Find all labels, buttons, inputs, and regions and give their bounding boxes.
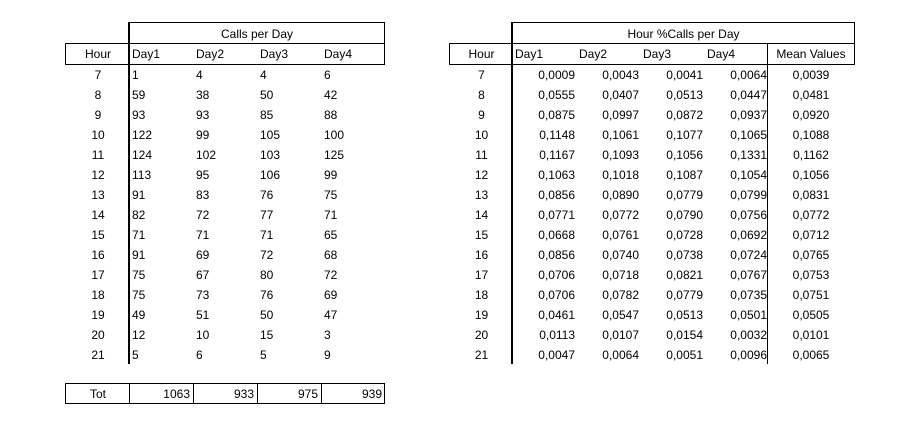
left-cell-day4: 69 [324, 288, 338, 302]
left-cell-hour: 20 [91, 328, 105, 342]
left-cell-day2: 38 [196, 88, 210, 102]
right-cell-day4: 0,0501 [730, 308, 767, 322]
calls-per-day-title: Calls per Day [220, 27, 294, 41]
right-cell-day4: 0,0724 [730, 248, 767, 262]
right-header-day2: Day2 [579, 47, 608, 61]
right-cell-day4: 0,1065 [730, 128, 767, 142]
left-cell-day4: 88 [324, 108, 338, 122]
right-cell-mean: 0,0712 [792, 228, 830, 242]
right-title-right-border [854, 22, 855, 44]
right-cell-day3: 0,0051 [666, 348, 703, 362]
left-cell-hour: 13 [91, 188, 105, 202]
left-total-border-f [384, 383, 385, 404]
right-cell-hour: 17 [474, 268, 489, 282]
left-total-label: Tot [89, 387, 106, 401]
left-total-border-a [65, 383, 66, 404]
right-cell-day3: 0,1087 [666, 168, 703, 182]
left-cell-hour: 10 [91, 128, 105, 142]
left-header-day2: Day2 [196, 47, 225, 61]
left-title-right-border [384, 22, 385, 44]
right-header-mean-values: Mean Values [776, 47, 846, 61]
right-cell-day2: 0,1018 [602, 168, 639, 182]
left-cell-hour: 7 [94, 68, 102, 82]
left-cell-day2: 102 [196, 148, 217, 162]
left-cell-day4: 72 [324, 268, 338, 282]
left-total-day2: 933 [233, 387, 254, 401]
left-header-left-border [65, 43, 66, 65]
left-total-bottom-border [65, 403, 385, 404]
right-cell-day4: 0,0756 [730, 208, 767, 222]
right-cell-hour: 7 [478, 68, 485, 82]
hour-percent-calls-title: Hour %Calls per Day [627, 27, 740, 41]
right-cell-hour: 12 [474, 168, 489, 182]
left-header-right-border [384, 43, 385, 65]
right-cell-hour: 10 [474, 128, 489, 142]
left-cell-day2: 6 [196, 348, 203, 362]
left-header-hour: Hour [84, 47, 111, 61]
right-cell-day2: 0,0740 [602, 248, 639, 262]
left-cell-day1: 91 [132, 248, 146, 262]
right-hour-separator [511, 22, 513, 364]
right-mean-separator [767, 43, 768, 364]
right-cell-day2: 0,0890 [602, 188, 639, 202]
left-cell-hour: 16 [91, 248, 105, 262]
right-header-day4: Day4 [707, 47, 736, 61]
left-cell-day3: 15 [260, 328, 274, 342]
right-cell-day2: 0,0064 [602, 348, 639, 362]
left-cell-hour: 9 [94, 108, 102, 122]
left-cell-hour: 11 [91, 148, 105, 162]
right-cell-hour: 13 [474, 188, 489, 202]
left-cell-day2: 73 [196, 288, 210, 302]
left-cell-day2: 4 [196, 68, 203, 82]
left-cell-day2: 83 [196, 188, 210, 202]
right-cell-day2: 0,0407 [602, 88, 639, 102]
right-cell-day4: 0,0064 [730, 68, 767, 82]
left-cell-day4: 100 [324, 128, 345, 142]
right-cell-day3: 0,0790 [666, 208, 703, 222]
left-total-day3: 975 [297, 387, 318, 401]
right-cell-day3: 0,0872 [666, 108, 703, 122]
right-cell-day1: 0,0555 [538, 88, 575, 102]
left-cell-day2: 95 [196, 168, 210, 182]
left-cell-day1: 113 [132, 168, 152, 182]
right-cell-hour: 16 [474, 248, 489, 262]
left-total-border-e [321, 383, 322, 404]
left-cell-hour: 8 [94, 88, 102, 102]
left-cell-day4: 65 [324, 228, 338, 242]
right-cell-hour: 19 [474, 308, 489, 322]
left-cell-day3: 103 [260, 148, 281, 162]
right-cell-mean: 0,0765 [792, 248, 830, 262]
right-header-bottom-border [449, 64, 855, 65]
left-cell-day2: 71 [196, 228, 210, 242]
right-cell-day3: 0,1056 [666, 148, 703, 162]
left-cell-day3: 72 [260, 248, 274, 262]
left-total-border-b [129, 383, 130, 404]
right-cell-day2: 0,0547 [602, 308, 639, 322]
right-cell-day2: 0,0107 [602, 328, 639, 342]
left-cell-day1: 1 [132, 68, 139, 82]
left-cell-day3: 76 [260, 188, 274, 202]
left-cell-day2: 93 [196, 108, 210, 122]
right-cell-hour: 8 [478, 88, 485, 102]
left-cell-day3: 85 [260, 108, 274, 122]
right-cell-day1: 0,0706 [538, 268, 575, 282]
left-cell-day1: 75 [132, 288, 146, 302]
left-cell-day3: 4 [260, 68, 267, 82]
right-cell-day4: 0,0799 [730, 188, 767, 202]
right-header-left-border [449, 43, 450, 65]
right-header-hour: Hour [468, 47, 495, 61]
right-cell-day3: 0,1077 [666, 128, 703, 142]
right-cell-mean: 0,0101 [792, 328, 830, 342]
left-cell-day4: 42 [324, 88, 338, 102]
left-cell-day1: 82 [132, 208, 146, 222]
left-cell-day3: 105 [260, 128, 281, 142]
right-cell-day3: 0,0154 [666, 328, 703, 342]
right-cell-day3: 0,0513 [666, 308, 703, 322]
right-cell-hour: 14 [474, 208, 489, 222]
left-title-top-border [129, 22, 385, 23]
left-cell-day4: 99 [324, 168, 338, 182]
right-cell-day2: 0,1093 [602, 148, 639, 162]
right-cell-day3: 0,0779 [666, 188, 703, 202]
right-cell-day2: 0,0997 [602, 108, 639, 122]
left-cell-day1: 124 [132, 148, 153, 162]
left-cell-day4: 6 [324, 68, 331, 82]
left-header-day3: Day3 [260, 47, 289, 61]
left-cell-day3: 80 [260, 268, 274, 282]
right-cell-day3: 0,0728 [666, 228, 703, 242]
right-cell-day2: 0,0718 [602, 268, 639, 282]
left-cell-day4: 125 [324, 148, 345, 162]
left-cell-day1: 49 [132, 308, 146, 322]
right-cell-day4: 0,1054 [730, 168, 767, 182]
right-cell-hour: 21 [474, 348, 489, 362]
right-cell-day3: 0,0779 [666, 288, 703, 302]
right-cell-day3: 0,0513 [666, 88, 703, 102]
right-cell-day4: 0,0937 [730, 108, 767, 122]
right-header-right-border [854, 43, 855, 65]
right-cell-day1: 0,1167 [539, 148, 575, 162]
left-cell-hour: 18 [91, 288, 105, 302]
right-cell-hour: 11 [475, 148, 488, 162]
right-cell-day2: 0,0772 [602, 208, 639, 222]
left-cell-day3: 77 [260, 208, 274, 222]
right-cell-day1: 0,0113 [539, 328, 575, 342]
left-cell-day3: 71 [260, 228, 274, 242]
right-cell-mean: 0,1162 [793, 148, 829, 162]
left-cell-day2: 51 [196, 308, 210, 322]
left-cell-day1: 93 [132, 108, 146, 122]
left-cell-hour: 19 [91, 308, 105, 322]
left-cell-day2: 72 [196, 208, 210, 222]
right-cell-day4: 0,0692 [730, 228, 767, 242]
right-cell-mean: 0,0753 [792, 268, 830, 282]
left-cell-day3: 50 [260, 88, 274, 102]
left-cell-day3: 50 [260, 308, 274, 322]
right-cell-day4: 0,0735 [730, 288, 767, 302]
left-cell-day1: 122 [132, 128, 153, 142]
left-cell-hour: 12 [91, 168, 105, 182]
left-cell-day1: 59 [132, 88, 146, 102]
left-cell-day4: 68 [324, 248, 338, 262]
right-cell-day2: 0,1061 [602, 128, 639, 142]
right-cell-hour: 18 [474, 288, 489, 302]
left-cell-day1: 12 [132, 328, 146, 342]
right-cell-day3: 0,0738 [666, 248, 703, 262]
left-cell-day3: 76 [260, 288, 274, 302]
right-header-top-border [449, 43, 855, 44]
left-cell-day2: 67 [196, 268, 210, 282]
right-header-day3: Day3 [643, 47, 672, 61]
right-cell-day1: 0,0047 [538, 348, 575, 362]
left-cell-hour: 17 [91, 268, 105, 282]
left-cell-hour: 15 [91, 228, 105, 242]
right-cell-hour: 15 [474, 228, 489, 242]
right-cell-day1: 0,0771 [538, 208, 575, 222]
right-cell-mean: 0,0751 [792, 288, 830, 302]
right-cell-day1: 0,0009 [538, 68, 575, 82]
left-cell-day1: 91 [132, 188, 146, 202]
right-header-day1: Day1 [515, 47, 544, 61]
left-cell-day3: 5 [260, 348, 267, 362]
right-cell-day1: 0,0461 [538, 308, 575, 322]
left-total-border-c [193, 383, 194, 404]
right-cell-day1: 0,1148 [539, 128, 575, 142]
right-cell-day1: 0,0856 [538, 188, 575, 202]
left-header-day4: Day4 [324, 47, 353, 61]
right-cell-day4: 0,1331 [730, 148, 767, 162]
right-cell-day2: 0,0043 [602, 68, 639, 82]
left-total-day1: 1063 [163, 387, 190, 401]
right-cell-day4: 0,0447 [730, 88, 767, 102]
right-cell-hour: 9 [478, 108, 485, 122]
left-cell-day4: 75 [324, 188, 338, 202]
right-cell-day3: 0,0821 [666, 268, 703, 282]
right-cell-day1: 0,0706 [538, 288, 575, 302]
left-cell-day4: 9 [324, 348, 331, 362]
right-cell-mean: 0,0772 [792, 208, 830, 222]
left-cell-day1: 71 [132, 228, 146, 242]
left-total-border-d [257, 383, 258, 404]
left-cell-hour: 14 [91, 208, 105, 222]
left-hour-separator [128, 22, 130, 364]
right-cell-day1: 0,0856 [538, 248, 575, 262]
right-cell-mean: 0,0505 [792, 308, 830, 322]
right-cell-day1: 0,0875 [538, 108, 575, 122]
left-cell-day1: 5 [132, 348, 139, 362]
left-total-day4: 939 [361, 387, 382, 401]
right-cell-mean: 0,0831 [792, 188, 830, 202]
left-total-top-border [65, 383, 385, 384]
left-cell-day3: 106 [260, 168, 281, 182]
right-cell-mean: 0,0481 [792, 88, 830, 102]
right-cell-mean: 0,0065 [792, 348, 830, 362]
right-cell-day4: 0,0767 [730, 268, 767, 282]
right-title-top-border [512, 22, 855, 23]
left-cell-day1: 75 [132, 268, 146, 282]
left-header-bottom-border [65, 64, 385, 65]
right-cell-day2: 0,0782 [602, 288, 639, 302]
right-cell-day2: 0,0761 [602, 228, 639, 242]
left-header-top-border [65, 43, 385, 44]
left-cell-day4: 47 [324, 308, 338, 322]
left-cell-day2: 10 [196, 328, 210, 342]
right-cell-mean: 0,0920 [792, 108, 830, 122]
right-cell-day4: 0,0096 [730, 348, 767, 362]
left-cell-day2: 99 [196, 128, 210, 142]
left-cell-hour: 21 [91, 348, 105, 362]
right-cell-day4: 0,0032 [730, 328, 767, 342]
right-cell-mean: 0,1056 [792, 168, 830, 182]
left-cell-day2: 69 [196, 248, 210, 262]
right-cell-mean: 0,0039 [792, 68, 830, 82]
right-cell-day1: 0,0668 [538, 228, 575, 242]
left-cell-day4: 71 [324, 208, 338, 222]
right-cell-hour: 20 [474, 328, 489, 342]
right-cell-mean: 0,1088 [792, 128, 830, 142]
right-cell-day3: 0,0041 [666, 68, 703, 82]
left-cell-day4: 3 [324, 328, 331, 342]
right-cell-day1: 0,1063 [538, 168, 575, 182]
left-header-day1: Day1 [132, 47, 161, 61]
